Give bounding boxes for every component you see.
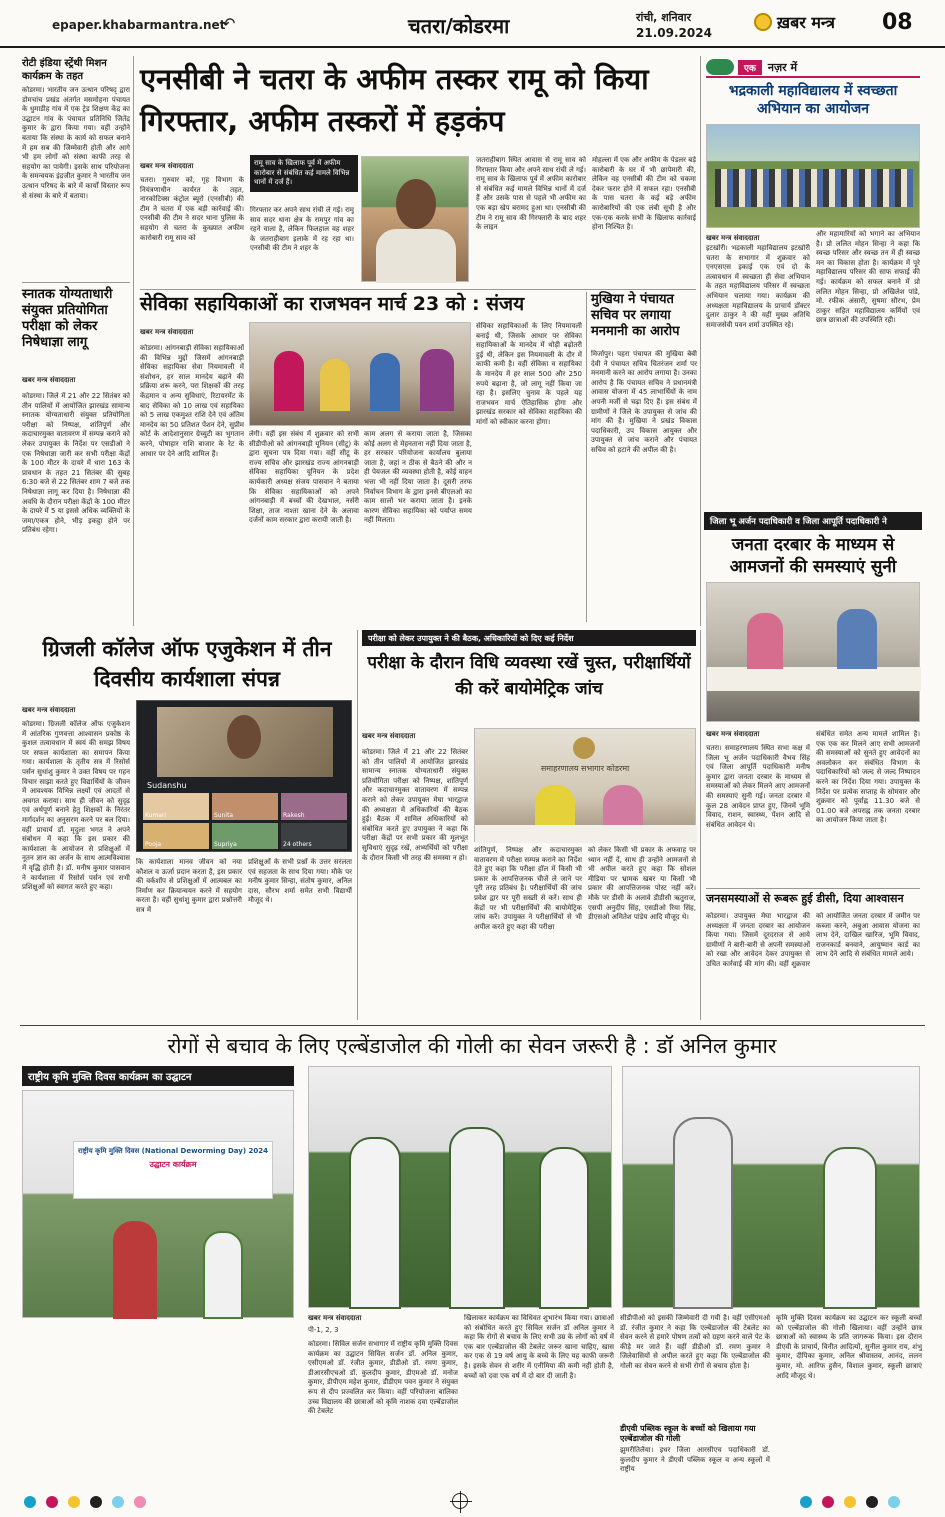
- color-dot: [844, 1496, 856, 1508]
- video-tile[interactable]: [143, 823, 209, 850]
- person-shape: [603, 785, 643, 829]
- box-title-bar: [22, 1066, 294, 1086]
- crowd-shape: [715, 169, 913, 207]
- deworm-photo-1: [22, 1090, 294, 1318]
- color-dot: [90, 1496, 102, 1508]
- tag-label: नज़र में: [767, 60, 798, 74]
- color-dot: [888, 1496, 900, 1508]
- article-headline: जनता दरबार के माध्यम से आमजनों की समस्याएं सुनी: [729, 535, 897, 577]
- article-body: कोडरमा। भारतीय जन उत्थान परिषद् द्वारा डोमचांच प्रखंड अंतर्गत मसमोहना पंचायत के धुमाडीह गांव में एक ट्रेड शिक्षण केंद्र का उद्घाटन गांव के पंचायत प्रतिनिधि जितेंद्र कुमार के द्वारा किया गया। वहीं उन्होंने बताया कि संस्था के कार्य को सफल बनाने में हम सब की जिम्मेवारी होती और आगे भी हम लोगों को संस्था काफी तरह से सहयोग का पायेगी। इसके साथ परियोजना के समन्वयक इंद्रजीत कुमार ने भारतीय जन उत्थान परिषद के बारे में कार्यों विस्तार रूप से संस्था के बारे में बताया।: [22, 86, 130, 200]
- deworm-photo-2: [308, 1066, 612, 1308]
- tile-name: Pooja: [145, 841, 162, 848]
- article-body: चतरा। गुरुवार को, गृह विभाग के नियंत्रणाधीन कार्यरत के तहत, नारकोटिक्स कंट्रोल ब्यूरो (एनसीबी) की टीम ने चतरा में एक बड़ी कार्रवाई की। एनसीबी की टीम ने सदर थाना पुलिस के सहयोग से चतरा के कुख्यात अफीम कारोबारी रामू साव को: [140, 176, 244, 242]
- byline: खबर मन्त्र संवाददाता: [706, 730, 760, 738]
- divider: [700, 630, 701, 1020]
- darbar-photo: [706, 582, 920, 722]
- article-headline: परीक्षा के दौरान विधि व्यवस्था रखें चुस्त, परीक्षार्थियों की करें बायोमेट्रिक जांच: [367, 653, 691, 699]
- section-title: चतरा/कोडरमा: [408, 14, 510, 38]
- article-body: मोहल्ला में एक और अफीम के पेडलर बड़े कारोबारी के घर में भी छापेमारी की, लेकिन वह एनसीबी की टीम को चकमा देकर फरार होने में सफल रहा। एनसीबी के पास चतरा के कई बड़े अफीम कारोबारियों की एक लंबी सूची है और एक-एक करके सभी के खिलाफ कार्रवाई होना निश्चित है।: [592, 156, 696, 232]
- divider: [133, 56, 134, 626]
- cursor-icon: ↶: [222, 14, 236, 33]
- person-shape: [203, 1231, 243, 1319]
- deworm-photo-3: [622, 1066, 920, 1308]
- color-dot: [68, 1496, 80, 1508]
- page-number: 08: [882, 10, 913, 35]
- kicker-text: जिला भू अर्जन पदाधिकारी व जिला आपूर्ति पदाधिकारी ने: [710, 516, 887, 527]
- banner: [73, 1141, 273, 1199]
- place-day: रांची, शनिवार: [636, 11, 692, 24]
- article-body: इटखोरी। भद्रकाली महाविद्यालय इटखोरी चतरा के सभागार में शुक्रवार को एनएसएस इकाई एक एवं दो के तत्वावधान में स्वच्छता ही सेवा अभियान के तहत महाविद्यालय परिसर में स्वच्छता अभियान चलाया गया। कार्यक्रम की अध्यक्षता महाविद्यालय के प्राचार्य डॉक्टर दुलार ठाकुर ने की वहीं मुख्य अतिथि समाजसेवी पवन शर्मा उपस्थित रहे।: [706, 244, 810, 329]
- article-body: लेगी। वहीं इस संबंध में शुक्रवार को सभी सीडीपीओ को आंगनबाड़ी यूनियन (सीटू) के द्वारा सूचना पत्र दिया गया। वहीं सीटू के राज्य सचिव और झारखंड राज्य आंगनबाड़ी सेविका सहायिका यूनियन के प्रदेश कार्यकारी अध्यक्ष संजय पासवान ने बताया कि सेविका सहायिकाओं को अपने आंगनबाड़ी में बच्चों की देखभाल, नर्सरी शिक्षा, ताज नाश्ता खाना देने के अलावा दर्जनों काम सरकार द्वारा करायी जाती है।: [249, 430, 359, 525]
- person-shape: [113, 1221, 157, 1319]
- article-title: स्नातक योग्यताधारी संयुक्त प्रतियोगिता परीक्षा को लेकर निषेधाज्ञा लागू: [22, 287, 113, 350]
- face-shape: [227, 715, 261, 759]
- pull-quote: [250, 155, 358, 192]
- masthead: [0, 0, 945, 48]
- divider: [700, 56, 701, 626]
- article-body: कोडरमा। सिविल सर्जन सभागार में राष्ट्रीय कृमि मुक्ति दिवस कार्यक्रम का उद्घाटन सिविल सर्जन डॉ. अनिल कुमार, एसीएमओ डॉ. रंजीत कुमार, डीडीओ डॉ. रमण कुमार, डीआरसीएचओ डॉ. कुलदीप कुमार, डीएमओ डॉ. मनोज कुमार, डीपीएम महेश कुमार, डीडीएम पवन कुमार ने संयुक्त रूप से दीप प्रज्वलित कर किया। वहीं परियोजना बालिका उच्च विद्यालय की छात्राओं को कृमि नाशक दवा एल्बेंडाजोल की टेबलेट: [308, 1340, 458, 1416]
- issue-date: 21.09.2024: [636, 26, 712, 40]
- color-dot: [822, 1496, 834, 1508]
- color-bar-right: [800, 1496, 900, 1508]
- article-headline: मुखिया ने पंचायत सचिव पर लगाया मनमानी का आरोप: [591, 292, 680, 339]
- color-dot: [112, 1496, 124, 1508]
- article-body: झुमरीतिलैया। इधर जिला आरसीएच पदाधिकारी डॉ. कुलदीप कुमार ने डीएवी पब्लिक स्कूल व अन्य स्कूलों में राष्ट्रीय: [620, 1446, 770, 1474]
- article-body: काम अलग से कराया जाता है, जिसका कोई अलग से मेहनताना नहीं दिया जाता है, हर सरकार परियोजना कार्यालय बुलाया जाता है, जहां न ठीक से बैठने की और न ही पेयजल की व्यवस्था होती है, कोई वाहन भत्ता भी नहीं दिया जाता है। दूसरी तरफ निर्वाचन विभाग के द्वारा इनसे बीएलओ का काम सालों भर कराया जाता है। इनके कारण सेविका सहायिका को पर्याप्त समय नहीं मिलता।: [364, 430, 472, 525]
- byline: खबर मन्त्र संवाददाता: [362, 732, 416, 740]
- video-tile[interactable]: [212, 823, 278, 850]
- pull-quote-text: रामू साव के खिलाफ पूर्व में अफीम कारोबार से संबंधित कई मामले विभिन्न थानों में दर्ज हैं।: [254, 159, 350, 186]
- person-shape: [420, 349, 454, 411]
- divider: [140, 289, 696, 290]
- video-tile[interactable]: [281, 793, 347, 820]
- byline: खबर मन्त्र संवाददाता: [140, 328, 194, 336]
- person-shape: [747, 613, 783, 669]
- brand-name: ख़बर मन्त्र: [777, 13, 835, 32]
- person-shape: [274, 351, 304, 411]
- cleanliness-photo: [706, 124, 920, 228]
- face-shape: [396, 179, 436, 229]
- shirt-shape: [376, 229, 456, 283]
- article-headline: भद्रकाली महाविद्यालय में स्वच्छता अभियान का आयोजन: [728, 83, 898, 117]
- video-call-screenshot: [136, 700, 352, 852]
- color-bar-left: [24, 1496, 146, 1508]
- photo-caption: समाहरणालय सभागार कोडरमा: [540, 764, 630, 773]
- person-shape: [449, 1127, 505, 1309]
- color-dot: [800, 1496, 812, 1508]
- tile-name: Kumari: [145, 811, 167, 819]
- person-shape: [823, 1147, 877, 1309]
- tile-name: Rakesh: [283, 811, 305, 819]
- color-dot: [866, 1496, 878, 1508]
- article-body: संबंधित समेत अन्य मामले शामिल है। एक एक कर मिलने आए सभी आमजनों की समस्याओं को सुनते हुए आवेदनों का अवलोकन कर संबंधित विभाग के पदाधिकारियों को जल्द से जल्द निष्पादन करने का निर्देश दिया गया। उपायुक्त के निर्देश पर प्रत्येक सप्ताह के सोमवार और शुक्रवार को पूर्वाह्न 11.30 बजे से 01.00 बजे अपराह्न तक जनता दरबार का आयोजन किया जाता है।: [816, 730, 920, 825]
- article-body: मिर्जापुर। पहरा पंचायत की मुखिया बेबी देवी ने पंचायत सचिव चितरंजन शर्मा पर मनमानी करने का आरोप लगाया है। उनका आरोप है कि पंचायत सचिव ने प्रधानमंत्री आवास योजना में 45 लाभार्थियों के नाम अपनी मर्जी से चढ़ा दिए हैं। इस संबंध में ग्रामीणों ने जिले के उपायुक्त से जांच की मांग की है। मुखिया ने प्रखंड विकास पदाधिकारी, उप विकास आयुक्त और उपायुक्त से जांच कराने और पंचायत सचिव को हटाने की अपील की है।: [591, 350, 697, 454]
- portrait-photo: [361, 156, 469, 282]
- exam-meeting-photo: [474, 728, 696, 842]
- meeting-photo: [249, 322, 471, 426]
- article-body: को लेकर किसी भी प्रकार के अफवाह पर ध्यान नहीं दें, साथ ही उन्होंने आमजनों से भी अपील करते हुए कहा कि सोशल मीडिया पर भ्रामक खबर या किसी भी प्रकार की आपत्तिजनक पोस्ट नहीं करें। मौके पर डीसी के अलावे डीडीसी ऋतुराज, एसपी अनुदीप सिंह, एसडीओ रिया सिंह, डीएसओ अमितेश पांडेय आदि मौजूद थे।: [588, 846, 696, 922]
- article-headline: सेविका सहायिकाओं का राजभवन मार्च 23 को : संजय: [140, 293, 525, 315]
- article-body: कोडरमा। ग्रिजली कॉलेज ऑफ एजुकेशन में आंतरिक गुणवत्ता आश्वासन प्रकोष्ठ के कुशल तत्वावधान में स्वयं की समझ विषय पर सफल कार्यशाला का समापन किया गया। कार्यशाला के तृतीय सत्र में रिसोर्स पर्सन सुधांशु कुमार ने उक्त विषय पर गहन विचार साझा करते हुए विद्यार्थियों के जीवन में आवश्यक विभिन्न लक्ष्यों एवं आदतों से अवगत कराया। साथ ही जीवन को सुदृढ़ एवं अर्थपूर्ण बनाने हेतु शिक्षकों के निरंतर मार्गदर्शन का अनुसरण करने पर बल दिया। वहीं प्राचार्य डॉ. मृदुला भगत ने अपने संबोधन में कहा कि इस प्रकार की कार्यशाला के आयोजन से प्रशिक्षुओं में नूतन ज्ञान का अर्जन के साथ आत्मविश्वास में वृद्धि होती है। डॉ. मनीष कुमार पासवान ने कार्यशाला में रिसोर्स पर्सन एवं सभी प्रशिक्षुओं को स्वागत करते हुए कहा।: [22, 720, 130, 892]
- article-body: सेविका सहायिकाओं के लिए नियमावली बनाई थी, जिसके आधार पर सेविका सहायिकाओं के मानदेय में थोड़ी बढ़ोतरी हुई थी, लेकिन इस नियमावली के दौर में काफी कमी है। वहीं सेविका व सहायिका के मानदेय में हर साल 500 और 250 रुपये बढ़ाना है, जो लागू नहीं किया जा रहा है। इसलिए चुनाव के पहले यह राजभवन मार्च ऐतिहासिक होगा और झारखंड सरकार को सेविका सहायिका की मांगों को स्वीकार करना होगा।: [476, 322, 582, 426]
- byline: खबर मन्त्र संवाददाता: [22, 376, 76, 384]
- kicker-bar: [362, 630, 696, 646]
- table-shape: [475, 825, 697, 843]
- byline: खबर मन्त्र संवाददाता: [706, 234, 760, 242]
- site-url[interactable]: epaper.khabarmantra.net: [52, 18, 226, 32]
- globe-icon: [706, 59, 734, 75]
- photo-number: पी-1, 2, 3: [308, 1326, 339, 1334]
- article-body: कोडरमा। जिले में 21 और 22 सितंबर को तीन पालियों में आयोजित झारखंड सामान्य स्नातक योग्यताधारी संयुक्त प्रतियोगिता परीक्षा को निष्पक्ष, शांतिपूर्ण और कदाचारमुक्त वातावरण में सम्पन्न कराने को लेकर उपायुक्त के निर्देश पर एसडीओ ने एक निषेधाज्ञा जारी कर सभी परीक्षा केंद्रों के 100 मीटर के दायरे में धारा 163 के प्रावधान के तहत 21 सितंबर की सुबह 6:30 बजे से 22 सितंबर शाम 7 बजे तक निषेधाज्ञा लागू कर दिया है। निषेधाज्ञा की अवधि के दौरान परीक्षा केंद्रों के 100 मीटर के दायरे में 5 या इससे अधिक व्यक्तियों के जमा/एकत्र होने, भीड़ इकट्ठा होने पर प्रतिबंध रहेगा।: [22, 392, 130, 535]
- video-tile[interactable]: [143, 793, 209, 820]
- article-body: कोडरमा। जिले में 21 और 22 सितंबर को तीन पालियों में आयोजित झारखंड सामान्य स्नातक योग्यताधारी संयुक्त प्रतियोगिता परीक्षा को निष्पक्ष, शांतिपूर्ण और कदाचारमुक्त वातावरण में सम्पन्न कराने को लेकर उपायुक्त मेघा भारद्वाज की अध्यक्षता में अधिकारियों की बैठक हुई। बैठक में शामिल अधिकारियों को संबोधित करते हुए उपायुक्त ने कहा कि परीक्षा केंद्रों पर सभी प्रकार की मूलभूत सुविधाएं सुदृढ़ रखें, अभ्यर्थियों को परीक्षा के दौरान किसी भी तरह की समस्या न हो।: [362, 748, 468, 862]
- divider: [20, 1025, 925, 1026]
- article-body: कृमि मुक्ति दिवस कार्यक्रम का उद्घाटन कर स्कूली बच्चों को एल्बेंडाजोल की गोली खिलाया। वहीं उन्होंने छात्र छात्राओं को स्वास्थ्य के प्रति जागरूक किया। इस दौरान डीएवी के प्राचार्य, विनीत आदित्यों, सुनील कुमार राय, शंभु कुमार, दीपिका कुमार, अनिल श्रीवास्तव, आनंद, ललन कुमार, मो. आरिफ हुसैन, विशाल कुमार, स्कूली छात्राएं आदि मौजूद थे।: [776, 1314, 922, 1380]
- banner-text: राष्ट्रीय कृमि मुक्ति दिवस (National Deworming Day) 2024: [78, 1147, 268, 1155]
- color-dot: [24, 1496, 36, 1508]
- article-body: चतरा। समाहरणालय स्थित सभा कक्ष में जिला भू अर्जन पदाधिकारी वैभव सिंह एवं जिला आपूर्ति पदाधिकारी मनीष कुमार द्वारा जनता दरबार के माध्यम से समस्याओं को लेकर मिलने आए आमजनों की समस्याएं सुनी गई। जनता दरबार में कुल 28 आवेदन प्राप्त हुए, जिनमें भूमि विवाद, राशन, स्वास्थ्य, पेंशन आदि से संबंधित आवेदन थे।: [706, 744, 810, 829]
- brand-coin-icon: [754, 13, 772, 31]
- article-body: जतराहीबाग स्थित आवास से रामू साव को गिरफ्तार किया और अपने साथ रांची ले गई। रामू साव के खिलाफ पूर्व में अफीम कारोबार से संबंधित कई मामले विभिन्न थानों में दर्ज हैं और उसके पास से पहले भी अफीम का एक बड़ा खेप बरामद हुआ था। एनसीबी की टीम ने रामू साव की गिरफ्तारी के बाद शहर के लाइन: [476, 156, 586, 232]
- person-shape: [539, 1147, 589, 1309]
- person-shape: [673, 1117, 733, 1309]
- article-headline: ग्रिजली कॉलेज ऑफ एजुकेशन में तीन दिवसीय कार्यशाला संपन्न: [42, 637, 332, 691]
- article-body: और महामारियों को भगाने का अभियान है। प्रो ललित मोहन सिन्हा ने कहा कि स्वच्छ परिसर और स्वच्छ तन में ही स्वच्छ मन का विकास होता है। कार्यक्रम में पूरे महाविद्यालय परिसर की साफ सफाई की गई। कार्यक्रम को सफल बनाने में प्रो ललित मोहन सिन्हा, प्रो अखिलेश पांडे, मो. रफीक अंसारी, सुषमा सौरभ, प्रेम ठाकुर सहित महाविद्यालय कर्मियों एवं छात्र छात्राओं की उपस्थिति रही।: [816, 230, 920, 325]
- section-tag: [706, 58, 920, 78]
- article-body: गिरफ्तार कर अपने साथ रांची ले गई। रामू साव सदर थाना क्षेत्र के रामपुर गांव का रहने वाला है, लेकिन फिलहाल वह शहर के जतराहीबाग इलाके में रह रहा था। एनसीबी की टीम ने शहर के: [250, 206, 354, 253]
- brand-logo: [754, 9, 866, 35]
- main-video: [157, 707, 333, 777]
- divider: [22, 282, 130, 283]
- article-body: सीडीपीओ को इसकी जिम्मेवारी दी गयी है। वहीं एसीएमओ डॉ. रंजीत कुमार ने कहा कि एल्बेंडाजोल की टेबलेट का सेवन करने से हमारे पोषण तत्वों को ग्रहण करने वाले पेट के कीड़े मर जाते हैं। वहीं डीडीओ डॉ. रमण कुमार ने जिलेवासियों से अपील करते हुए कहा कि एल्बेंडाजोल की गोली का सेवन करने से सभी रोगों से बचाव होता है।: [620, 1314, 770, 1370]
- divider: [357, 630, 358, 1020]
- color-dot: [134, 1496, 146, 1508]
- video-tile[interactable]: [212, 793, 278, 820]
- kicker-bar: [704, 512, 922, 530]
- tag-small: एक: [738, 60, 762, 75]
- byline: खबर मन्त्र संवाददाता: [308, 1314, 362, 1322]
- video-name: Sudanshu: [147, 781, 187, 790]
- person-shape: [370, 353, 400, 411]
- color-dot: [46, 1496, 58, 1508]
- tile-name: Sunita: [214, 811, 234, 819]
- lead-headline: एनसीबी ने चतरा के अफीम तस्कर रामू को किया गिरफ्तार, अफीम तस्करों में हड़कंप: [140, 62, 649, 138]
- tile-name: Supriya: [214, 841, 237, 848]
- video-tile[interactable]: [281, 823, 347, 850]
- tile-grid: [143, 793, 347, 849]
- article-body: प्रशिक्षुओं के सभी प्रश्नों के उत्तर सरलता एवं सहजता के साथ दिया गया। मौके पर मनीष कुमार सिन्हा, संतोष कुमार, अनिल दास, सौरभ शर्मा समेत सभी विद्यार्थी मौजूद थे।: [248, 858, 352, 905]
- tile-name: 24 others: [283, 841, 312, 848]
- table-shape: [707, 667, 921, 691]
- registration-mark-icon: [452, 1493, 468, 1509]
- article-body: कोडरमा। उपायुक्त मेघा भारद्वाज की अध्यक्षता में जनता दरबार का आयोजन किया गया। जिसमें दूरदराज से आये ग्रामीणों ने बारी-बारी से अपनी समस्याओं को रखा और आवेदन देकर उपायुक्त से उचित कार्रवाई की मांग की। वहीं शुक्रवार को आयोजित जनता दरबार में जमीन पर कब्जा करने, अबुआ आवास योजना का लाभ देने, दाखिल खारिज, भूमि विवाद, राजनकार्ड बनवाने, आयुष्मान कार्ड का लाभ देने आदि से संबंधित मामले आये।: [706, 912, 920, 968]
- article-body: खिलाकर कार्यक्रम का विधिवत शुभारंभ किया गया। छात्राओं को संबोधित करते हुए सिविल सर्जन डॉ अनिल कुमार ने कहा कि रोगों से बचाव के लिए सभी उम्र के लोगों को वर्ष में एक बार एल्बेंडाजोल की टेबलेट जरूर खाना चाहिए, खास कर एक से 19 वर्ष आयु के बच्चे के लिए यह काफी जरूरी है। इसके सेवन से शरीर में एनीमिया की कमी नहीं होती है, बच्चों को दवा एक वर्ष में दो बार दी जाती है।: [464, 1314, 614, 1380]
- article-body: कि कार्यशाला मानव जीवन को नया कौशल व ऊर्जा प्रदान करता है, इस प्रकार की वर्कशॉप से प्रशिक्षुओं में आत्मबल का निर्माण कर क्रियान्वयन करने में सहयोग करता है। वहीं सुधांशु कुमार द्वारा प्रश्नोत्तरी सत्र में: [136, 858, 242, 914]
- divider: [706, 888, 920, 889]
- byline: खबर मन्त्र संवाददाता: [140, 162, 194, 170]
- person-shape: [320, 359, 350, 411]
- article-body: शांतिपूर्ण, निष्पक्ष और कदाचारमुक्त वातावरण में परीक्षा सम्पन्न कराने का निर्देश देते हुए कहा कि परीक्षा हॉल में किसी भी प्रकार के आपत्तिजनक चीजें ले जाने पर पूरी तरह प्रतिबंध है। परीक्षार्थियों की जांच प्रवेश द्वार पर पूरी सख्ती से करें। साथ ही केंद्रों पर भी परीक्षार्थियों की बायोमेट्रिक जांच करें। उपायुक्त ने परीक्षार्थियों से भी अपील करते हुए कहा की परीक्षा: [474, 846, 582, 931]
- kicker-text: परीक्षा को लेकर उपायुक्त ने की बैठक, अधिकारियों को दिए कई निर्देश: [368, 633, 574, 643]
- banner-subtext: उद्घाटन कार्यक्रम: [149, 1160, 197, 1169]
- person-shape: [349, 1137, 401, 1309]
- article-body: कोडरमा। आंगनबाड़ी सेविका सहायिकाओं की विभिन्न मुद्दों जिसमें आंगनबाड़ी सेविका सहायिका सेवा नियमावली में संशोधन, हर साल मानदेय बढ़ाने की प्रक्रिया शरू करने, परा शिक्षकों की तरह केंद्रमान व अन्य सुविधाएं, रिटायरमेंट के बाद सेविका को 10 लाख एवं सहायिका को 5 लाख एकमुश्त राशि देने एवं अंतिम मानदेय का 50 प्रतिशत पेंशन देने, सुप्रीम कोर्ट के आदेशानुसार ग्रेच्युटी का भुगतान करने, पोषाहार राशि बाजार के रेट के आधार पर देने आदि शामिल हैं।: [140, 344, 244, 458]
- article-subheadline: डीएवी पब्लिक स्कूल के बच्चों को खिलाया गया एल्बेंडाजोल की गोली: [620, 1424, 756, 1443]
- article-subheadline: जनसमस्याओं से रूबरू हुई डीसी, दिया आश्वासन: [706, 892, 904, 905]
- emblem-icon: [573, 737, 595, 759]
- deworm-headline: रोगों से बचाव के लिए एल्बेंडाजोल की गोली का सेवन जरूरी है : डॉ अनिल कुमार: [167, 1034, 777, 1058]
- person-shape: [837, 609, 877, 669]
- box-title: राष्ट्रीय कृमि मुक्ति दिवस कार्यक्रम का उद्घाटन: [28, 1072, 192, 1083]
- person-shape: [535, 785, 575, 829]
- byline: खबर मन्त्र संवाददाता: [22, 706, 76, 714]
- article-title: रोटी इंडिया स्ट्रेंथी मिशन कार्यक्रम के तहत: [22, 58, 107, 82]
- divider: [586, 292, 587, 622]
